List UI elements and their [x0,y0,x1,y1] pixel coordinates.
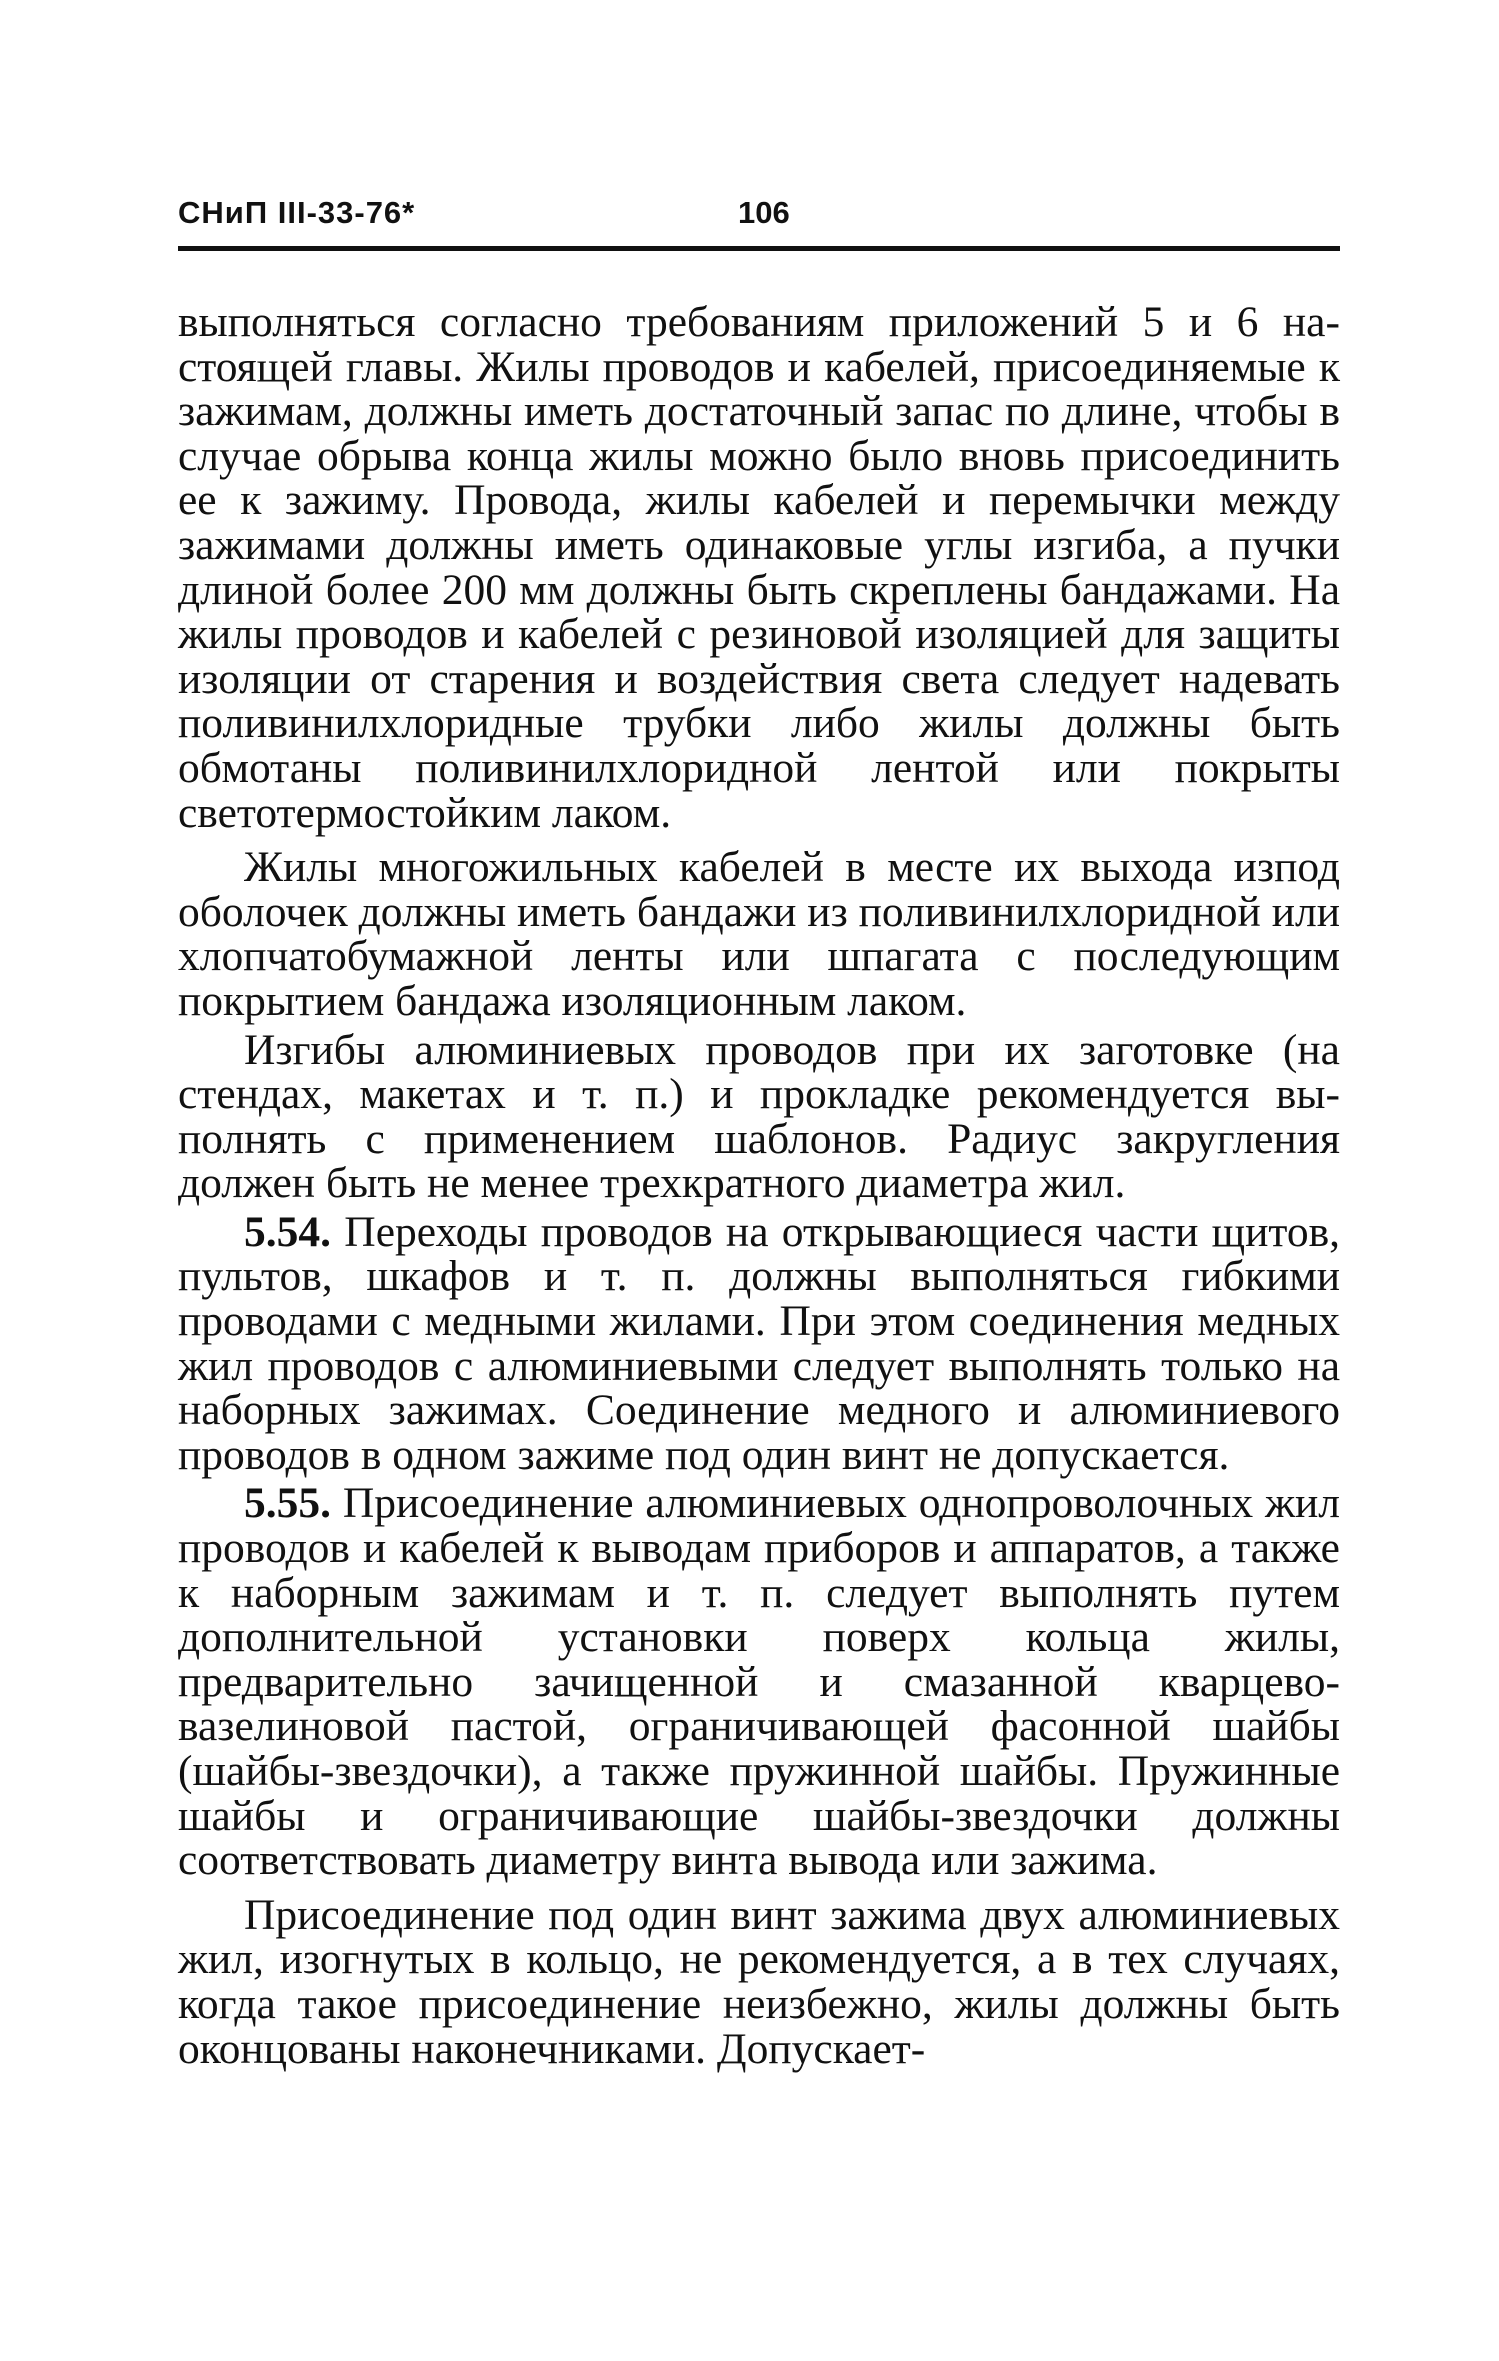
paragraph [178,300,1340,835]
paragraph [178,845,1340,1023]
paragraph-text: Изгибы алюминиевых проводов при их заготовке (на стендах, макетах и т. п.) и прокладке рекомендуется выполнять с применением шаблонов. Радиус закругления должен быть не менее трехкратного диаметра жил. [178,1025,1340,1208]
paragraph [178,1207,1341,1479]
paragraph [178,1025,1340,1208]
paragraph-text: Присоединение под один винт зажима двух алюминиевых жил, изогнутых в кольцо, не рекомендуется, а в тех случаях, когда такое присоединение неизбежно, жилы должны быть оконцованы наконечниками. Допускает- [178,1890,1340,2073]
header-rule [178,246,1340,251]
document-code: СНиП III-33-76* [178,195,416,230]
section-number: 5.54. [244,1207,331,1256]
paragraph-text: Жилы многожильных кабелей в месте их выхода изпод оболочек должны иметь бандажи из поливинилхлоридной или хлопчатобумажной ленты или шпагата с последующим покрытием бандажа изоляционным лаком. [178,843,1340,1025]
section-number: 5.55. [244,1479,331,1528]
paragraph [178,1479,1340,1885]
body-text [178,300,1340,2071]
page-number: 106 [738,195,790,230]
page-header [178,195,1340,235]
paragraph [178,1890,1340,2073]
paragraph-text: Переходы проводов на открывающиеся части щитов, пультов, шкафов и т. п. должны выполняться гибкими проводами с медными жилами. При этом соединения медных жил проводов с алюминиевыми следует выполнять только на наборных зажимах. Соединение медного и алюминиевого проводов в одном зажиме под один винт не допускается. [178,1207,1341,1479]
paragraph-text: Присоединение алюминиевых однопроволочных жил проводов и кабелей к выводам приборов и аппаратов, а также к наборным зажимам и т. п. следует выполнять путем дополнительной установки поверх кольца жилы, предварительно зачищенной и смазанной кварцевовазелиновой пастой, ограничивающей фасонной шайбы (шайбы-звездочки), а также пружинной шайбы. Пружинные шайбы и ограничивающие шайбы-звездочки должны соответствовать диаметру винта вывода или зажима. [178,1479,1340,1885]
paragraph-text: выполняться согласно требованиям приложений 5 и 6 настоящей главы. Жилы проводов и кабелей, присоединяемые к зажимам, должны иметь достаточный запас по длине, чтобы в случае обрыва конца жилы можно было вновь присоединить ее к зажиму. Провода, жилы кабелей и перемычки между зажимами должны иметь одинаковые углы изгиба, а пучки длиной более 200 мм должны быть скреплены бандажами. На жилы проводов и кабелей с резиновой изоляцией для защиты изоляции от старения и воздействия света следует надевать поливинилхлоридные трубки либо жилы должны быть обмотаны поливинилхлоридной лентой или покрыты светотермостойким лаком. [178,298,1340,837]
